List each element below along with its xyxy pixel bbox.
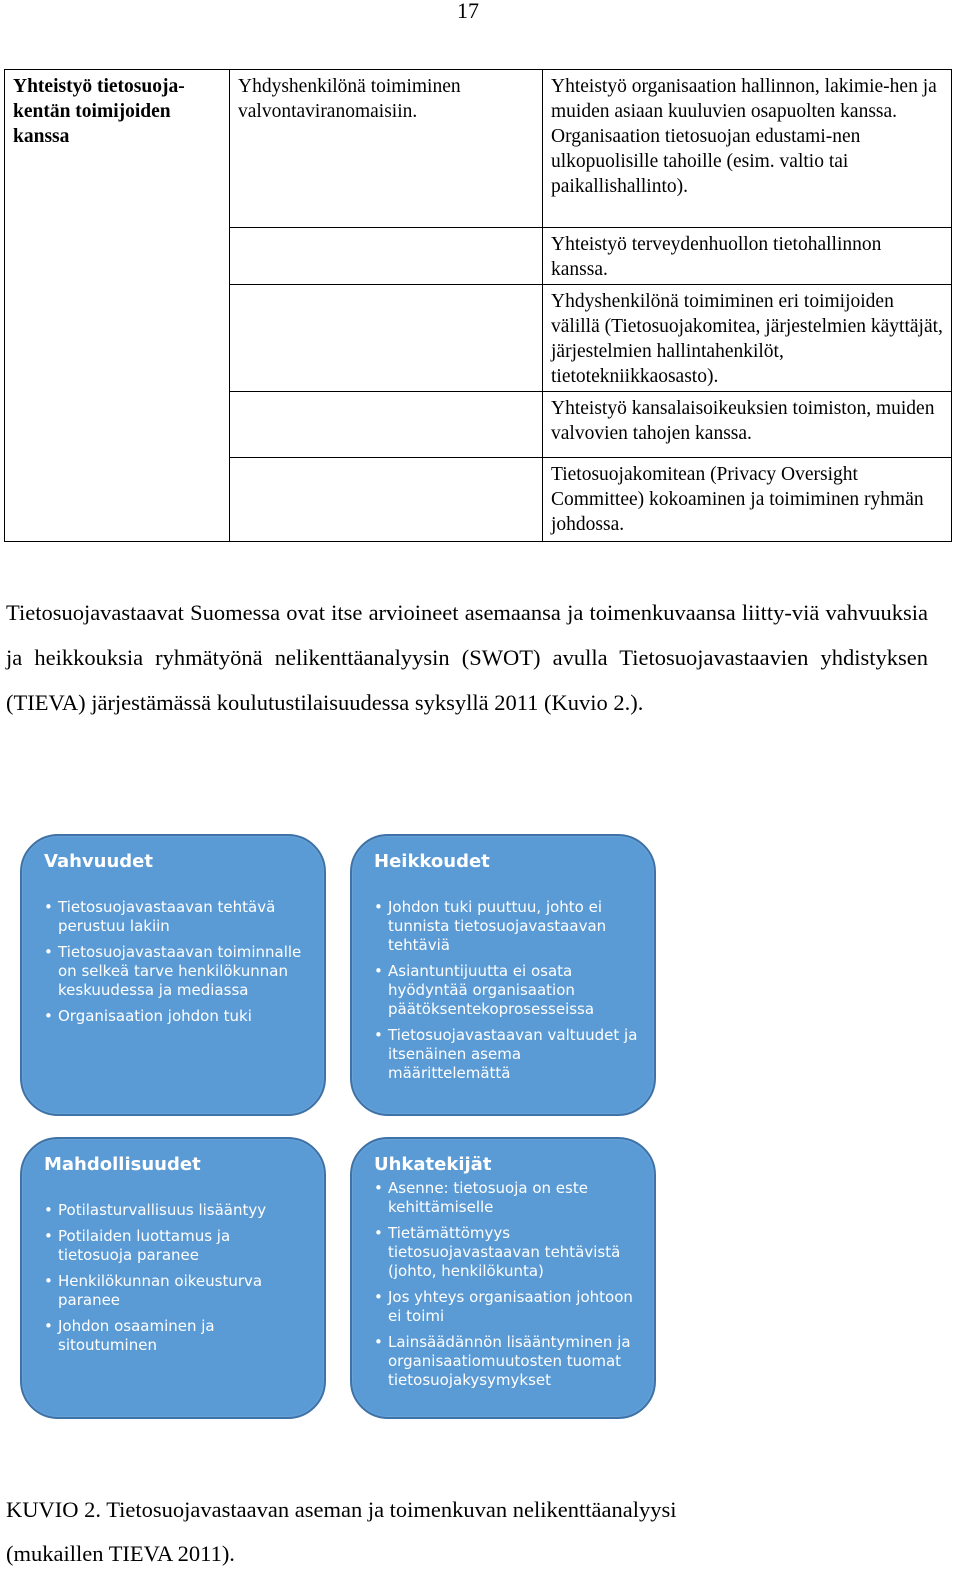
swot-threats-box	[350, 1137, 656, 1419]
swot-threats-list	[374, 1179, 638, 1390]
table-cell-task: Yhteistyö kansalaisoikeuksien toimiston, muiden valvovien tahojen kanssa.	[543, 392, 952, 458]
list-item: • Potilaiden luottamus ja tietosuoja paranee	[58, 1227, 308, 1265]
page-number: 17	[457, 0, 479, 23]
swot-strengths-list	[44, 898, 308, 1026]
swot-opportunities-box	[20, 1137, 326, 1419]
list-item: • Tietosuojavastaavan tehtävä perustuu lakiin	[58, 898, 308, 936]
table-cell-task: Yhdyshenkilönä toimiminen eri toimijoiden välillä (Tietosuojakomitea, järjestelmien käyttäjät, järjestelmien hallintahenkilöt, tietotekniikkaosasto).	[543, 285, 952, 392]
list-item: • Asiantuntijuutta ei osata hyödyntää organisaation päätöksentekoprosesseissa	[388, 962, 638, 1019]
table-cell-empty	[230, 458, 543, 542]
swot-weaknesses-list	[374, 898, 638, 1083]
swot-opportunities-title: Mahdollisuudet	[44, 1154, 201, 1175]
list-item: • Potilasturvallisuus lisääntyy	[58, 1201, 308, 1220]
figure-caption-line: KUVIO 2. Tietosuojavastaavan aseman ja toimenkuvan nelikenttäanalyysi	[6, 1497, 677, 1522]
table-cell-empty	[230, 285, 543, 392]
swot-strengths-title: Vahvuudet	[44, 851, 153, 872]
list-item: • Jos yhteys organisaation johtoon ei toimi	[388, 1288, 638, 1326]
swot-opportunities-list	[44, 1201, 308, 1355]
table-row-heading: Yhteistyö tietosuoja-kentän toimijoiden kanssa	[5, 70, 230, 542]
table-cell-task: Yhteistyö organisaation hallinnon, lakimie-hen ja muiden asiaan kuuluvien osapuolten kanssa. Organisaation tietosuojan edustami-nen ulkopuolisille tahoille (esim. valtio tai paikallishallinto).	[543, 70, 952, 228]
swot-strengths-box	[20, 834, 326, 1116]
table-cell-task: Tietosuojakomitean (Privacy Oversight Committee) kokoaminen ja toimiminen ryhmän johdossa.	[543, 458, 952, 542]
table-cell-empty	[230, 392, 543, 458]
table-cell-task: Yhteistyö terveydenhuollon tietohallinnon kanssa.	[543, 228, 952, 285]
list-item: • Tietosuojavastaavan valtuudet ja itsenäinen asema määrittelemättä	[388, 1026, 638, 1083]
swot-threats-title: Uhkatekijät	[374, 1154, 492, 1175]
list-item: • Johdon osaaminen ja sitoutuminen	[58, 1317, 308, 1355]
list-item: • Johdon tuki puuttuu, johto ei tunnista tietosuojavastaavan tehtäviä	[388, 898, 638, 955]
table-cell-empty	[230, 228, 543, 285]
list-item: • Tietämättömyys tietosuojavastaavan tehtävistä (johto, henkilökunta)	[388, 1224, 638, 1281]
list-item: • Organisaation johdon tuki	[58, 1007, 308, 1026]
list-item: • Henkilökunnan oikeusturva paranee	[58, 1272, 308, 1310]
figure-caption	[6, 1488, 906, 1576]
body-paragraph: Tietosuojavastaavat Suomessa ovat itse arvioineet asemaansa ja toimenkuvaansa liitty-viä vahvuuksia ja heikkouksia ryhmätyönä nelikenttäanalyysin (SWOT) avulla Tietosuojavastaavien yhdistyksen (TIEVA) järjestämässä koulutustilaisuudessa syksyllä 2011 (Kuvio 2.).	[6, 600, 928, 715]
list-item: • Lainsäädännön lisääntyminen ja organisaatiomuutosten tuomat tietosuojakysymykset	[388, 1333, 638, 1390]
swot-weaknesses-box	[350, 834, 656, 1116]
responsibilities-table	[4, 69, 952, 542]
table-cell-liaison: Yhdyshenkilönä toimiminen valvontaviranomaisiin.	[230, 70, 543, 228]
figure-caption-line: (mukaillen TIEVA 2011).	[6, 1541, 235, 1566]
list-item: • Tietosuojavastaavan toiminnalle on selkeä tarve henkilökunnan keskuudessa ja mediassa	[58, 943, 308, 1000]
swot-weaknesses-title: Heikkoudet	[374, 851, 490, 872]
list-item: • Asenne: tietosuoja on este kehittämiselle	[388, 1179, 638, 1217]
